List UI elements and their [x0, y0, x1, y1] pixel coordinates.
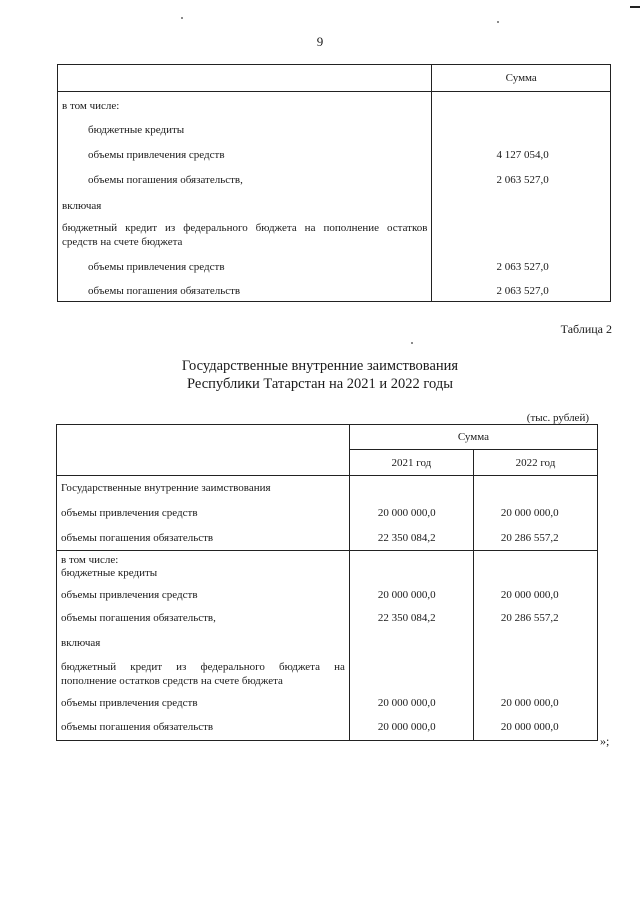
row-value-2021: 22 350 084,2: [349, 526, 473, 551]
row-label: [57, 551, 350, 581]
row-value-2021: 20 000 000,0: [349, 581, 473, 606]
row-label: включая: [58, 192, 432, 217]
row-value-2021: 20 000 000,0: [349, 501, 473, 526]
table-row: [57, 551, 598, 581]
scan-speck: [411, 342, 413, 344]
row-value: 2 063 527,0: [432, 279, 611, 302]
row-label: объемы привлечения средств: [57, 501, 350, 526]
row-value-2022: 20 000 000,0: [473, 715, 597, 741]
header-sum: Сумма: [432, 65, 611, 92]
row-value: 4 127 054,0: [432, 143, 611, 168]
header-blank-cell: [58, 65, 432, 92]
row-value: [432, 118, 611, 143]
table-row: [58, 92, 611, 118]
row-value: [432, 217, 611, 254]
table-row: [57, 581, 598, 606]
row-value: [432, 192, 611, 217]
row-value-2022: 20 000 000,0: [473, 691, 597, 715]
table-row: [57, 715, 598, 741]
header-blank-cell: [57, 425, 350, 476]
scan-speck: [497, 21, 499, 23]
row-label: включая: [57, 630, 350, 655]
corner-mark: [630, 6, 640, 8]
page-number: 9: [316, 34, 324, 49]
table-caption: Таблица 2: [560, 322, 612, 336]
row-label: Государственные внутренние заимствования: [57, 476, 350, 501]
row-label: объемы привлечения средств: [57, 581, 350, 606]
table-row: [58, 279, 611, 302]
row-label: в том числе:: [58, 92, 432, 118]
row-value: [473, 655, 597, 691]
table-row: [58, 192, 611, 217]
row-label: бюджетные кредиты: [58, 118, 432, 143]
row-value-2022: 20 000 000,0: [473, 501, 597, 526]
table-row: [58, 254, 611, 279]
table-row: [58, 168, 611, 192]
table-row: [57, 606, 598, 630]
row-value: [349, 551, 473, 581]
row-value: [349, 476, 473, 501]
table-title: [0, 357, 640, 393]
borrowing-summary-table: [57, 64, 611, 302]
row-value: 2 063 527,0: [432, 168, 611, 192]
row-value: [432, 92, 611, 118]
row-label: объемы погашения обязательств: [57, 526, 350, 551]
row-value-2021: 22 350 084,2: [349, 606, 473, 630]
table-row: [58, 143, 611, 168]
row-value-2021: 20 000 000,0: [349, 691, 473, 715]
header-sum: Сумма: [349, 425, 597, 450]
row-label-line: в том числе:: [61, 554, 119, 566]
row-value: 2 063 527,0: [432, 254, 611, 279]
table-row: [58, 118, 611, 143]
row-label: бюджетный кредит из федерального бюджета на пополнение остатков средств на счете бюджета: [58, 217, 432, 254]
row-label: объемы погашения обязательств,: [58, 168, 432, 192]
row-value: [473, 476, 597, 501]
row-label: объемы привлечения средств: [58, 143, 432, 168]
row-label: объемы погашения обязательств: [57, 715, 350, 741]
row-label: объемы привлечения средств: [58, 254, 432, 279]
row-label: бюджетный кредит из федерального бюджета на пополнение остатков средств на счете бюджета: [57, 655, 350, 691]
table-row: [58, 217, 611, 254]
row-value: [349, 630, 473, 655]
table-row: [57, 476, 598, 501]
row-value: [349, 655, 473, 691]
table-header-row: [57, 425, 598, 450]
table-row: [57, 691, 598, 715]
table-row: [57, 526, 598, 551]
state-borrowings-table: [56, 424, 598, 741]
table-title-line: Государственные внутренние заимствования: [181, 358, 459, 374]
row-label: объемы привлечения средств: [57, 691, 350, 715]
table-row: [57, 630, 598, 655]
table-row: [57, 501, 598, 526]
closing-quote: »;: [600, 734, 610, 748]
table-header-row: [58, 65, 611, 92]
row-value: [473, 551, 597, 581]
row-label: объемы погашения обязательств: [58, 279, 432, 302]
row-value-2022: 20 286 557,2: [473, 606, 597, 630]
row-value: [473, 630, 597, 655]
units-note: (тыс. рублей): [526, 412, 589, 424]
scan-speck: [181, 17, 183, 19]
table-row: [57, 655, 598, 691]
table-title-line: Республики Татарстан на 2021 и 2022 годы: [187, 376, 453, 392]
row-label: объемы погашения обязательств,: [57, 606, 350, 630]
row-value-2022: 20 000 000,0: [473, 581, 597, 606]
header-year-2022: 2022 год: [473, 450, 597, 476]
row-value-2022: 20 286 557,2: [473, 526, 597, 551]
header-year-2021: 2021 год: [349, 450, 473, 476]
row-value-2021: 20 000 000,0: [349, 715, 473, 741]
row-label-line: бюджетные кредиты: [61, 567, 158, 579]
